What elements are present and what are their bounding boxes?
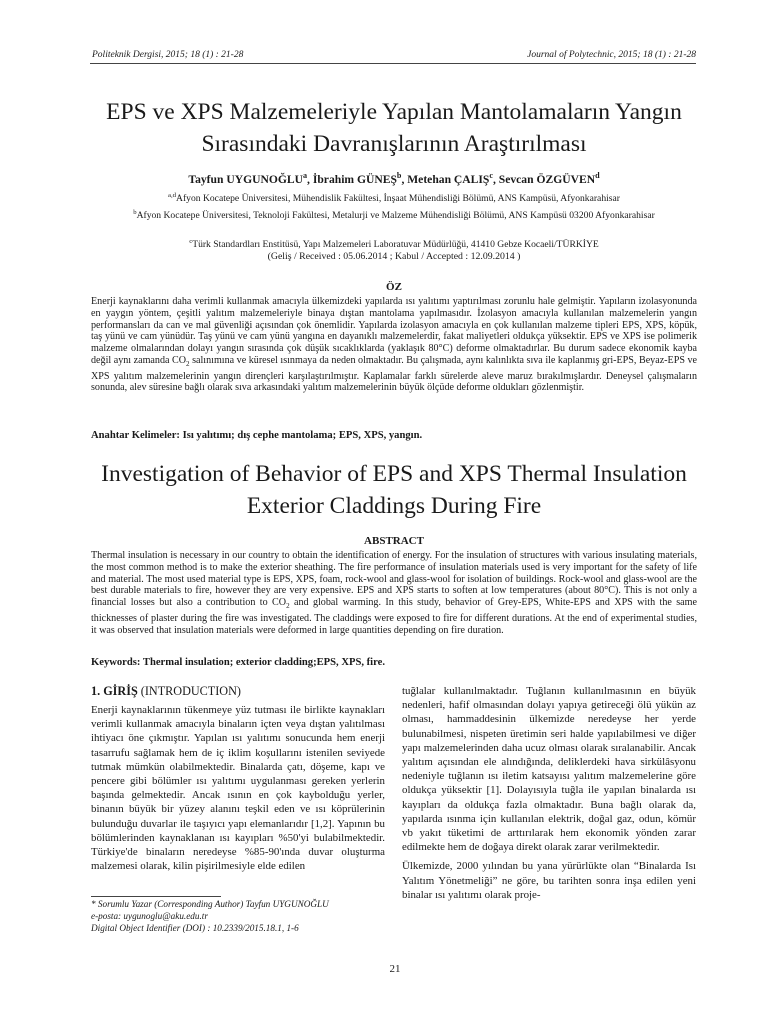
affiliation-sup: a,d	[168, 192, 177, 199]
author-name: Tayfun UYGUNOĞLU	[188, 172, 303, 186]
body-column-right	[402, 684, 696, 902]
abstract-text-part: and global warming. In this study, behavior of Grey-EPS, White-EPS and XPS with the same thicknesses of plaster during the fire was investigated. The claddings were exposed to fire for different durations. At the end of experimental studies, it was observed that insulation materials were deformed in large quantities depending on fire duration.	[91, 597, 697, 636]
abstract-text	[91, 550, 697, 636]
body-paragraph: Enerji kaynaklarının tükenmeye yüz tutması ile birlikte kaynakları verimli kullanmak amacıyla binaların içten veya dıştan yalıtılması ihtiyacı öne çıkmıştır. Yapılan ısı yalıtımı sonucunda hem enerji tasarrufu sağlamak hem de iç iklim koşullarını istenilen seviyede tutmak mümkün olabilmektedir. Binalarda çatı, döşeme, kapı ve pencere gibi bölümler ısı yalıtımı uygulanması gereken yerlerin başında gelmektedir. Ancak ısının en çok kaybolduğu yerler, binanın büyük bir yüzey alanını teşkil eden ve ısı köprülerinin bulunduğu duvarlar ile taşıyıcı yapı elemanlarıdır [1,2]. Yapının bu bölümlerinden kaynaklanan ısı kayıpları %50'yi bulabilmektedir. Türkiye'de binaların neredeyse %85-90'ında duvar oluşturma malzemesi olarak, kilin pişirilmesiyle elde edilen	[91, 704, 385, 873]
journal-header-left: Politeknik Dergisi, 2015; 18 (1) : 21-28	[92, 50, 244, 60]
journal-header-right: Journal of Polytechnic, 2015; 18 (1) : 21-28	[527, 50, 696, 60]
section-subtitle: (INTRODUCTION)	[137, 684, 241, 698]
co2-subscript: 2	[186, 359, 190, 368]
oz-text-part: salınımına ve küresel ısınmaya da neden olmaktadır. Bu çalışmada, aynı kalınlıkta sıva ile kaplanmış gri-EPS, Beyaz-EPS ve XPS yalıtım malzemelerinin yangın dirençleri karşılaştırılmıştır. Kaplamalar farklı sürelerde aleve maruz bırakılmışlardır. Deneysel çalışmaların sonunda, alev süresine bağlı olarak sıva arkasındaki yalıtım malzemelerinin büyük ölçüde deforme oldukları gözlenmiştir.	[91, 354, 697, 394]
section-number-title: 1. GİRİŞ	[91, 684, 138, 698]
author-separator: ,	[401, 172, 408, 186]
author-sup: a	[302, 171, 308, 180]
author-list	[80, 171, 708, 186]
page-number: 21	[389, 963, 401, 975]
footnote-rule	[91, 896, 221, 897]
footnote-corresponding-author: * Sorumlu Yazar (Corresponding Author) Tayfun UYGUNOĞLU	[91, 899, 329, 909]
title-english: Investigation of Behavior of EPS and XPS Thermal Insulation Exterior Claddings During Fire	[101, 461, 687, 519]
keywords-turkish: Anahtar Kelimeler: Isı yalıtımı; dış cephe mantolama; EPS, XPS, yangın.	[91, 430, 423, 441]
author-separator: ,	[492, 172, 499, 186]
body-paragraph: Ülkemizde, 2000 yılından bu yana yürürlükte olan “Binalarda Isı Yalıtım Yönetmeliği” ne göre, bu tarihten sonra inşa edilen yeni binalar ısı yalıtımı olarak proje-	[402, 860, 696, 901]
co2-subscript: 2	[286, 602, 290, 611]
body-paragraph: tuğlalar kullanılmaktadır. Tuğlanın kullanılmasının en büyük nedenleri, hafif olmasından dolayı yapıya getireceği ölü yükün az olması, hammaddesinin ülkemizde neredeyse her yerde bulunabilmesi, nispeten üretimin seri halde yapılabilmesi ve diğer yapı malzemelerinden daha ucuz olması olarak sıralanabilir. Ancak yalıtım açısından ele alındığında, deliklerdeki hava sirkülâsyonu nedeniyle tuğlanın ısı iletim katsayısı yalıtım malzemelerine göre oldukça yüksektir [1]. Dolayısıyla tuğla ile yapılan binalarda ısı kayıpları da oldukça fazla olmaktadır. Buna bağlı olarak da, yapılarda ısınma için kullanılan elektrik, doğal gaz, odun, kömür vb yakıt tüketimi de arttırılarak hem ekonomik yönden zarar edilmekte hem de doğaya direkt olarak zarar verilmektedir.	[402, 685, 696, 854]
author-sup: d	[595, 171, 600, 180]
abstract-text-part: Thermal insulation is necessary in our country to obtain the identification of energy. For the insulation of structures with various insulating materials, the most common method is to make the exterior sheathing. The fire performance of insulation materials used is very important for the safety of life and material. The most used material type is EPS, XPS, foam, rock-wool and glass-wool for isolation of buildings. Rock-wool and glass-wool are the best durable materials to fire, however they are very expensive. EPS and XPS starts to soften at low temperatures (about 80°C). This is not only a financial losses but also a contribution to CO	[91, 550, 697, 608]
affiliation-sup: c	[189, 238, 193, 245]
abstract-heading: ABSTRACT	[364, 535, 424, 547]
section-heading	[91, 684, 241, 699]
footnote-doi: Digital Object Identifier (DOI) : 10.2339/2015.18.1, 1-6	[91, 922, 299, 933]
footnote	[91, 899, 391, 934]
affiliation	[80, 236, 708, 252]
author-separator: ,	[307, 172, 313, 186]
affiliation	[80, 207, 708, 223]
author-name: Sevcan ÖZGÜVEN	[498, 172, 596, 186]
title-turkish: EPS ve XPS Malzemeleriyle Yapılan Mantolamaların Yangın Sırasındaki Davranışlarının Araştırılması	[106, 99, 682, 157]
received-accepted-dates: (Geliş / Received : 05.06.2014 ; Kabul / Accepted : 12.09.2014 )	[267, 251, 521, 262]
affiliation-sup: b	[133, 209, 137, 216]
author-name: İbrahim GÜNEŞ	[312, 172, 397, 186]
header-rule	[90, 63, 696, 64]
author-sup: b	[396, 171, 402, 180]
affiliation-text: Afyon Kocatepe Üniversitesi, Teknoloji Fakültesi, Metalurji ve Malzeme Mühendisliği Bölümü, ANS Kampüsü 03200 Afyonkarahisar	[136, 210, 655, 222]
body-column-left	[91, 703, 385, 873]
affiliation-text: Türk Standardları Enstitüsü, Yapı Malzemeleri Laboratuvar Müdürlüğü, 41410 Gebze Kocaeli/TÜRKİYE	[192, 239, 599, 251]
author-name: Metehan ÇALIŞ	[407, 172, 490, 186]
author-sup: c	[489, 171, 493, 180]
affiliation	[80, 190, 708, 206]
keywords-english: Keywords: Thermal insulation; exterior cladding;EPS, XPS, fire.	[91, 657, 385, 668]
footnote-email: e-posta: uygunoglu@aku.edu.tr	[91, 910, 208, 921]
oz-text-part: Enerji kaynaklarını daha verimli kullanmak amacıyla ülkemizdeki yapılarda ısı yalıtımı yaptırılması zorunlu hale gelmiştir. Yapıların izolasyonunda en yaygın yöntem, çeşitli yalıtım malzemeleriyle binaya dıştan mantolama yapılmasıdır. İzolasyon amacıyla kullanılan malzemelerin yangın performansları da can ve mal güvenliği açısından çok önemlidir. Yapılarda izolasyon amacıyla en çok kullanılan malzeme tipleri EPS, XPS, köpük, taş yünü ve cam yünüdür. Taş yünü ve cam yünü yangına en dayanıklı malzemelerdir, fakat maliyetleri oldukça yüksektir. EPS ve XPS ise polimerik malzeme olmalarından dolayı yangın sırasında çok düşük sıcaklıklarda (yaklaşık 80°C) deforme olmaktadırlar. Bu durum sadece ekonomik kayba değil aynı zamanda CO	[91, 296, 697, 366]
oz-heading: ÖZ	[386, 281, 402, 293]
oz-text	[91, 296, 697, 394]
affiliation-text: Afyon Kocatepe Üniversitesi, Mühendislik Fakültesi, İnşaat Mühendisliği Bölümü, ANS Kampüsü, Afyonkarahisar	[176, 193, 620, 205]
